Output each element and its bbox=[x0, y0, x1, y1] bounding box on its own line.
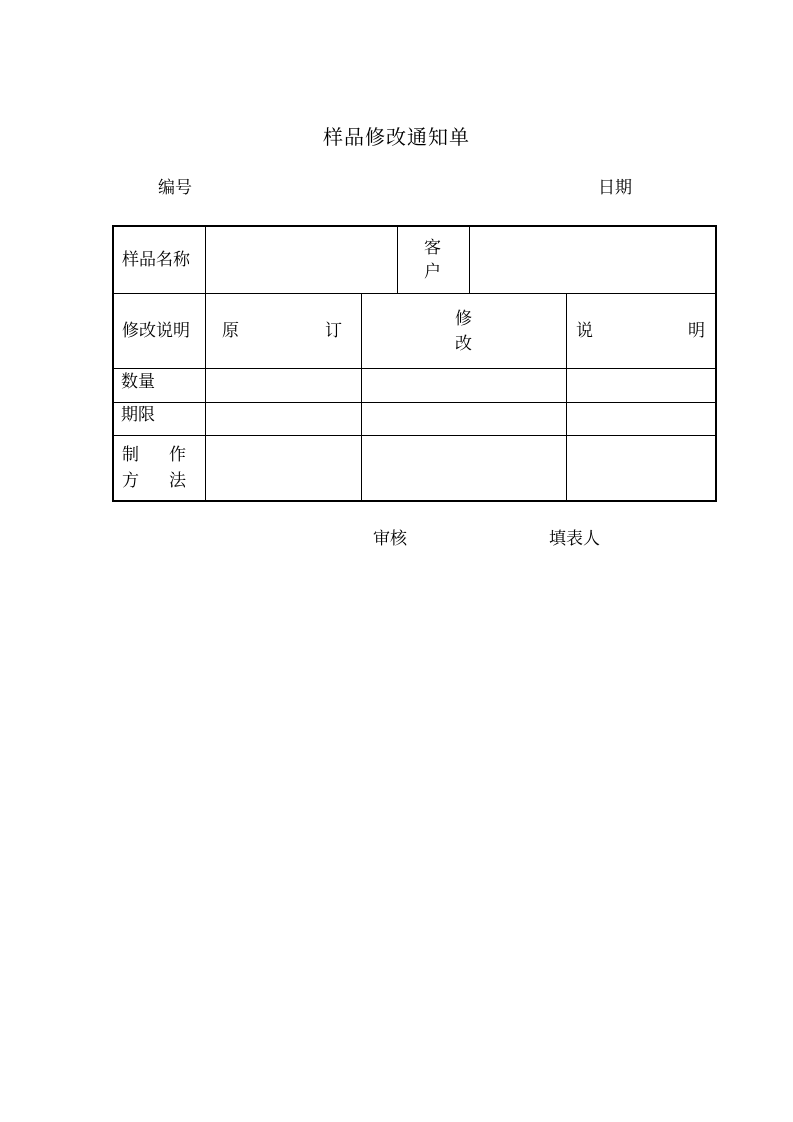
col-divider-customer-right bbox=[469, 227, 470, 293]
col-original-char2: 订 bbox=[325, 321, 342, 341]
number-label: 编号 bbox=[158, 178, 192, 198]
quantity-label: 数量 bbox=[121, 372, 155, 392]
col-divider-label bbox=[205, 227, 206, 500]
customer-label-line1: 客 bbox=[424, 238, 441, 258]
method-label-c4: 法 bbox=[169, 471, 186, 491]
col-divider-modified bbox=[566, 293, 567, 500]
filler-label: 填表人 bbox=[549, 529, 600, 549]
col-note-char2: 明 bbox=[688, 321, 705, 341]
customer-label-line2: 户 bbox=[424, 262, 441, 282]
sample-name-label: 样品名称 bbox=[122, 250, 190, 270]
col-modified-line1: 修 bbox=[455, 309, 472, 329]
col-divider-customer-left bbox=[397, 227, 398, 293]
form-title: 样品修改通知单 bbox=[323, 125, 470, 149]
date-label: 日期 bbox=[598, 178, 632, 198]
col-modified-line2: 改 bbox=[455, 334, 472, 354]
review-label: 审核 bbox=[373, 529, 407, 549]
col-original-char1: 原 bbox=[222, 321, 239, 341]
deadline-label: 期限 bbox=[121, 405, 155, 425]
method-label-c3: 方 bbox=[122, 471, 139, 491]
method-label-c1: 制 bbox=[122, 445, 139, 465]
modify-desc-label: 修改说明 bbox=[122, 321, 190, 341]
col-divider-original bbox=[361, 293, 362, 500]
notice-form-table bbox=[112, 225, 717, 502]
col-note-char1: 说 bbox=[576, 321, 593, 341]
method-label-c2: 作 bbox=[169, 445, 186, 465]
